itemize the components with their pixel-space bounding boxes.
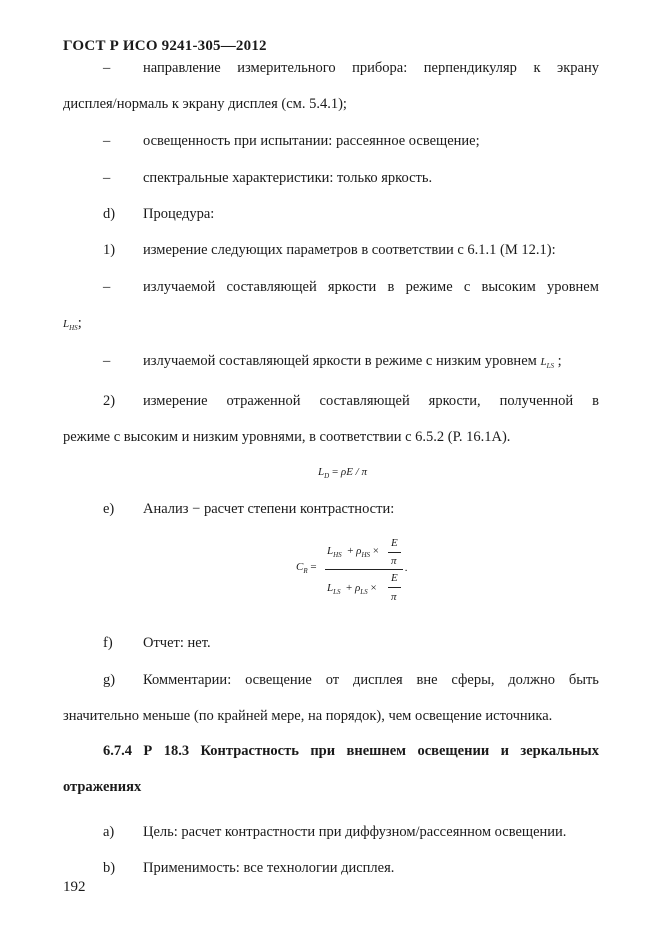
report-line: Отчет: нет.	[143, 635, 211, 651]
word: яркости,	[428, 393, 481, 409]
comments-line	[143, 672, 599, 689]
section-heading	[103, 743, 599, 760]
word: уровнем	[546, 279, 599, 295]
dash-marker: –	[103, 133, 111, 149]
section-heading-continuation: отражениях	[63, 779, 142, 795]
list-marker-d: d)	[103, 206, 116, 222]
word: измерительного	[237, 60, 336, 76]
purpose-line: Цель: расчет контрастности при диффузном/рассеянном освещении.	[143, 824, 567, 840]
list-marker-2: 2)	[103, 393, 116, 409]
procedure-heading: Процедура:	[143, 206, 215, 222]
comments-continuation: значительно меньше (по крайней мере, на порядок), чем освещение источника.	[63, 708, 553, 724]
page-number: 192	[63, 879, 86, 895]
dash-marker: –	[103, 60, 111, 76]
word: быть	[568, 672, 599, 688]
word: зеркальных	[520, 743, 599, 759]
dash-marker: –	[103, 279, 111, 295]
word: перпендикуляр	[423, 60, 517, 76]
word: сферы,	[451, 672, 495, 688]
word: к	[533, 60, 541, 76]
illumination-line: освещенность при испытании: рассеянное освещение;	[143, 133, 480, 149]
l-hs-symbol: $L_{HS}$;	[63, 315, 82, 332]
word: яркости	[327, 279, 377, 295]
word: высоким	[481, 279, 536, 295]
dash-marker: –	[103, 353, 111, 369]
word: составляющей	[226, 279, 317, 295]
list-marker-e: e)	[103, 501, 115, 517]
spectral-line: спектральные характеристики: только яркость.	[143, 170, 433, 186]
direction-continuation: дисплея/нормаль к экрану дисплея (см. 5.4.1);	[63, 96, 347, 112]
word: от	[325, 672, 340, 688]
word: полученной	[499, 393, 574, 409]
word: 18.3	[163, 743, 190, 759]
word: при	[310, 743, 336, 759]
list-marker-1: 1)	[103, 242, 116, 258]
dash-marker: –	[103, 170, 111, 186]
word: Контрастность	[200, 743, 299, 759]
list-marker-f: f)	[103, 635, 113, 651]
word: в	[592, 393, 599, 409]
word: направление	[143, 60, 221, 76]
list-marker-g: g)	[103, 672, 116, 688]
word: отраженной	[226, 393, 301, 409]
list-marker-a: а)	[103, 824, 115, 840]
word: вне	[416, 672, 438, 688]
analysis-line: Анализ − расчет степени контрастности:	[143, 501, 395, 517]
reflected-continuation: режиме с высоким и низким уровнями, в соответствии с 6.5.2 (Р. 16.1А).	[63, 429, 511, 445]
word: и	[500, 743, 509, 759]
word: 6.7.4	[103, 743, 132, 759]
word: Р	[143, 743, 153, 759]
applicability-line: Применимость: все технологии дисплея.	[143, 860, 395, 876]
emit-high-line	[143, 279, 599, 296]
word: экрану	[557, 60, 599, 76]
word: составляющей	[319, 393, 410, 409]
formula-ld: $L_D = \rho E / \pi$	[318, 466, 367, 480]
emit-low-line: излучаемой составляющей яркости в режиме с низким уровнем $L_{LS}$ ;	[143, 353, 562, 370]
document-header: ГОСТ Р ИСО 9241-305—2012	[63, 38, 267, 54]
word: в	[387, 279, 395, 295]
word: прибора:	[352, 60, 408, 76]
word: с	[463, 279, 471, 295]
word: измерение	[143, 393, 208, 409]
word: дисплея	[352, 672, 403, 688]
measurement-line: измерение следующих параметров в соответствии с 6.1.1 (М 12.1):	[143, 242, 556, 258]
reflected-line	[143, 393, 599, 410]
word: режиме	[405, 279, 453, 295]
word: излучаемой	[143, 279, 216, 295]
list-marker-b: b)	[103, 860, 116, 876]
word: Комментарии:	[143, 672, 232, 688]
word: освещение	[245, 672, 312, 688]
direction-line	[143, 60, 599, 77]
word: должно	[508, 672, 555, 688]
word: освещении	[417, 743, 490, 759]
word: внешнем	[346, 743, 407, 759]
